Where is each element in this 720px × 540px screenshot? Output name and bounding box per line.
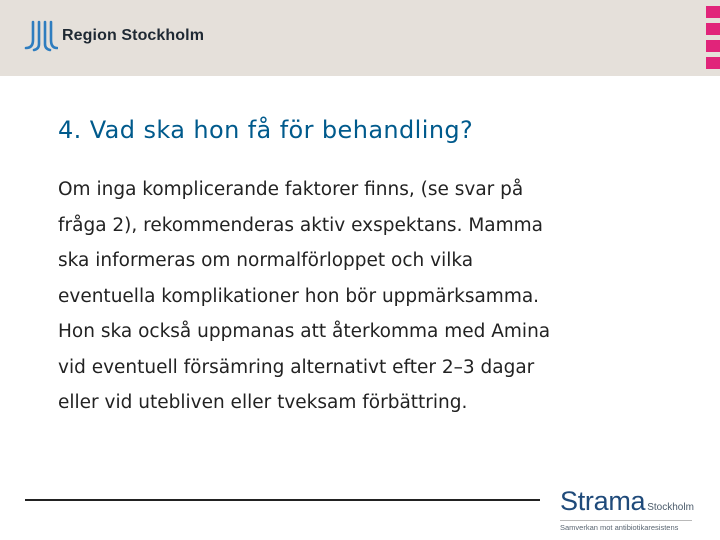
strama-logo	[560, 486, 716, 532]
body-line: Hon ska också uppmanas att återkomma med Amina	[58, 321, 551, 342]
body-line: eventuella komplikationer hon bör uppmärksamma.	[58, 285, 540, 307]
corner-decoration	[706, 6, 720, 74]
body-line: eller vid utebliven eller tveksam förbättring.	[58, 392, 468, 413]
body-line: fråga 2), rekommenderas aktiv exspektans. Mamma	[58, 214, 544, 236]
region-stockholm-logo	[24, 20, 204, 52]
corner-square	[706, 40, 720, 52]
strama-word: Strama	[560, 486, 646, 516]
strama-city: Stockholm	[647, 502, 694, 513]
slide-title: 4. Vad ska hon få för behandling?	[58, 116, 474, 144]
corner-square	[706, 57, 720, 69]
strama-rule	[560, 520, 692, 521]
body-line: vid eventuell försämring alternativt efter 2–3 dagar	[58, 356, 535, 378]
footer-divider	[25, 499, 540, 501]
body-line: ska informeras om normalförloppet och vilka	[58, 250, 474, 271]
slide-body	[58, 172, 668, 421]
corner-square	[706, 6, 720, 18]
header-band	[0, 0, 720, 76]
corner-square	[706, 23, 720, 35]
strama-wordmark	[560, 486, 716, 517]
body-line: Om inga komplicerande faktorer finns, (se svar på	[58, 179, 524, 200]
strama-tagline: Samverkan mot antibiotikaresistens	[560, 523, 679, 532]
logo-text: Region Stockholm	[62, 27, 205, 44]
region-stockholm-logo-icon	[24, 20, 58, 52]
